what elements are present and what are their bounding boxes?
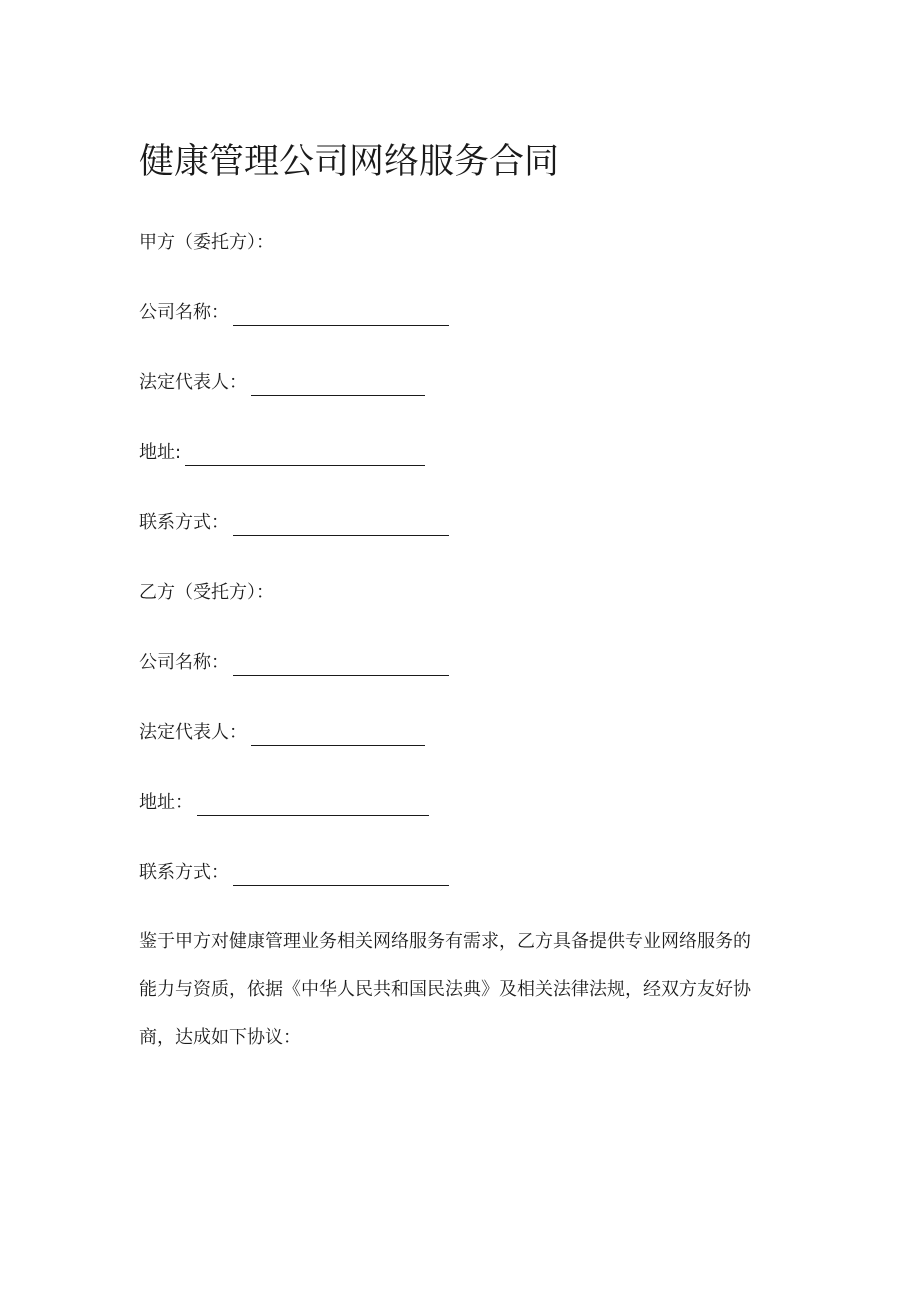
party-a-contact-blank[interactable]: [233, 517, 449, 536]
party-b-heading-text: 乙方（受托方）：: [139, 582, 274, 603]
preamble-line-2: 能力与资质，依据《中华人民共和国民法典》及相关法律法规，经双方友好协: [139, 979, 751, 1000]
party-b-company-row: [139, 650, 449, 676]
party-a-representative-blank[interactable]: [251, 377, 425, 396]
party-a-contact-label: 联系方式：: [139, 512, 229, 533]
document-title: 健康管理公司网络服务合同: [139, 142, 560, 182]
party-b-representative-row: [139, 720, 425, 746]
party-b-address-label: 地址：: [139, 792, 193, 813]
party-a-company-label: 公司名称：: [139, 302, 229, 323]
preamble-line-1: 鉴于甲方对健康管理业务相关网络服务有需求，乙方具备提供专业网络服务的: [139, 931, 751, 952]
party-b-representative-label: 法定代表人：: [139, 722, 247, 743]
party-a-address-blank[interactable]: [185, 447, 425, 466]
party-a-contact-row: [139, 510, 449, 536]
party-b-company-blank[interactable]: [233, 657, 449, 676]
party-b-contact-label: 联系方式：: [139, 862, 229, 883]
party-a-address-label: 地址:: [139, 442, 182, 463]
party-b-address-blank[interactable]: [197, 797, 429, 816]
party-a-heading: [139, 230, 274, 256]
preamble-line-3: 商，达成如下协议：: [139, 1027, 301, 1048]
party-b-contact-row: [139, 860, 449, 886]
preamble-paragraph: [139, 918, 779, 1062]
party-a-representative-row: [139, 370, 425, 396]
party-a-representative-label: 法定代表人：: [139, 372, 247, 393]
party-a-company-blank[interactable]: [233, 307, 449, 326]
party-b-representative-blank[interactable]: [251, 727, 425, 746]
party-b-address-row: [139, 790, 429, 816]
party-b-heading: [139, 580, 274, 606]
party-a-company-row: [139, 300, 449, 326]
party-a-heading-text: 甲方（委托方）：: [139, 232, 274, 253]
party-b-company-label: 公司名称：: [139, 652, 229, 673]
party-a-address-row: [139, 440, 425, 466]
party-b-contact-blank[interactable]: [233, 867, 449, 886]
